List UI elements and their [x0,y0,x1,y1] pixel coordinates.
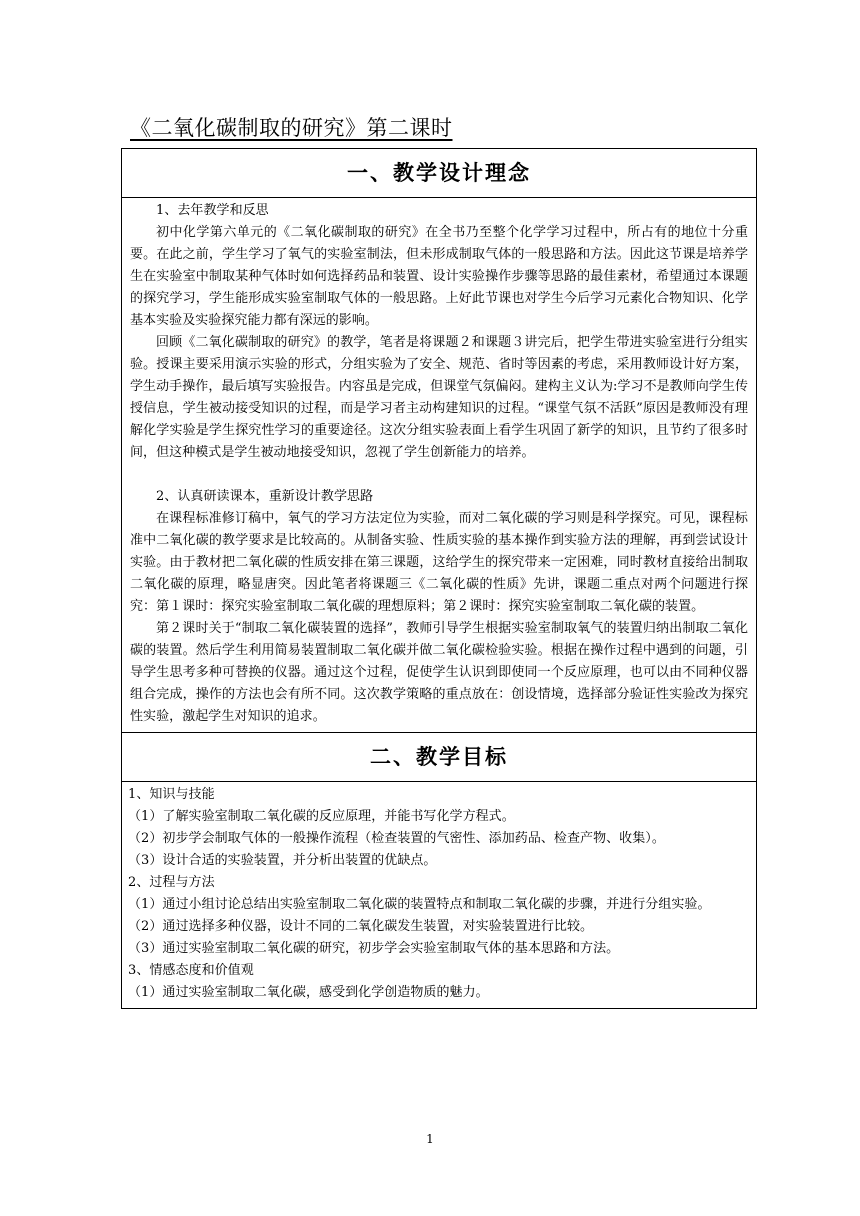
goal-line: （2）初步学会制取气体的一般操作流程（检查装置的气密性、添加药品、检查产物、收集）。 [128,831,665,846]
lesson-plan-table [121,148,757,1009]
paragraph: 在课程标准修订稿中，氧气的学习方法定位为实验，而对二氧化碳的学习则是科学探究。可见，课程标准中二氧化碳的教学要求是比较高的。从制备实验、性质实验的基本操作到实验方法的理解，再到尝试设计实验。由于教材把二氧化碳的性质安排在第三课题，这给学生的探究带来一定困难，同时教材直接给出制取二氧化碳的原理，略显唐突。因此笔者将课题三《二氧化碳的性质》先讲，课题二重点对两个问题进行探究：第１课时：探究实验室制取二氧化碳的理想原料；第２课时：探究实验室制取二氧化碳的装置。 [130,511,748,614]
section-heading-design-concept: 一、教学设计理念 [122,149,756,198]
subsection-title: 1、去年教学和反思 [156,203,269,218]
goal-line: （3）通过实验室制取二氧化碳的研究，初步学会实验室制取气体的基本思路和方法。 [128,941,620,956]
section-heading-teaching-goals: 二、教学目标 [122,732,756,782]
paragraph: 第２课时关于“制取二氧化碳装置的选择”，教师引导学生根据实验室制取氧气的装置归纳出制取二氧化碳的装置。然后学生利用简易装置制取二氧化碳并做二氧化碳检验实验。根据在操作过程中遇到的问题，引导学生思考多种可替换的仪器。通过这个过程，促使学生认识到即使同一个反应原理，也可以由不同种仪器组合完成，操作的方法也会有所不同。这次教学策略的重点放在：创设情境，选择部分验证性实验改为探究性实验，激起学生对知识的追求。 [130,621,748,724]
page-number: 1 [426,1132,434,1146]
goal-line: （1）通过实验室制取二氧化碳，感受到化学创造物质的魅力。 [128,985,489,1000]
goal-line: （2）通过选择多种仪器，设计不同的二氧化碳发生装置，对实验装置进行比较。 [128,919,594,934]
goal-line: 2、过程与方法 [128,875,215,890]
section-body-teaching-goals [122,782,756,1008]
document-title: 《二氧化碳制取的研究》第二课时 [130,116,453,140]
subsection-title: 2、认真研读课本，重新设计教学思路 [156,489,374,504]
goal-line: 1、知识与技能 [128,787,215,802]
goal-line: （3）设计合适的实验装置，并分析出装置的优缺点。 [128,853,437,868]
paragraph-gap [130,464,748,486]
paragraph: 初中化学第六单元的《二氧化碳制取的研究》在全书乃至整个化学学习过程中，所占有的地位十分重要。在此之前，学生学习了氧气的实验室制法，但未形成制取气体的一般思路和方法。因此这节课是培养学生在实验室中制取某种气体时如何选择药品和装置、设计实验操作步骤等思路的最佳素材，希望通过本课题的探究学习，学生能形成实验室制取气体的一般思路。上好此节课也对学生今后学习元素化合物知识、化学基本实验及实验探究能力都有深远的影响。 [130,225,748,328]
goal-line: 3、情感态度和价值观 [128,963,254,978]
goal-line: （1）通过小组讨论总结出实验室制取二氧化碳的装置特点和制取二氧化碳的步骤，并进行分组实验。 [128,897,711,912]
goal-line: （1）了解实验室制取二氧化碳的反应原理，并能书写化学方程式。 [128,809,515,824]
paragraph: 回顾《二氧化碳制取的研究》的教学，笔者是将课题２和课题３讲完后，把学生带进实验室进行分组实验。授课主要采用演示实验的形式，分组实验为了安全、规范、省时等因素的考虑，采用教师设计好方案，学生动手操作，最后填写实验报告。内容虽是完成，但课堂气氛偏闷。建构主义认为:学习不是教师向学生传授信息，学生被动接受知识的过程，而是学习者主动构建知识的过程。“课堂气氛不活跃”原因是教师没有理解化学实验是学生探究性学习的重要途径。这次分组实验表面上看学生巩固了新学的知识，且节约了很多时间，但这种模式是学生被动地接受知识，忽视了学生创新能力的培养。 [130,335,748,460]
section-body-design-concept [122,198,756,732]
